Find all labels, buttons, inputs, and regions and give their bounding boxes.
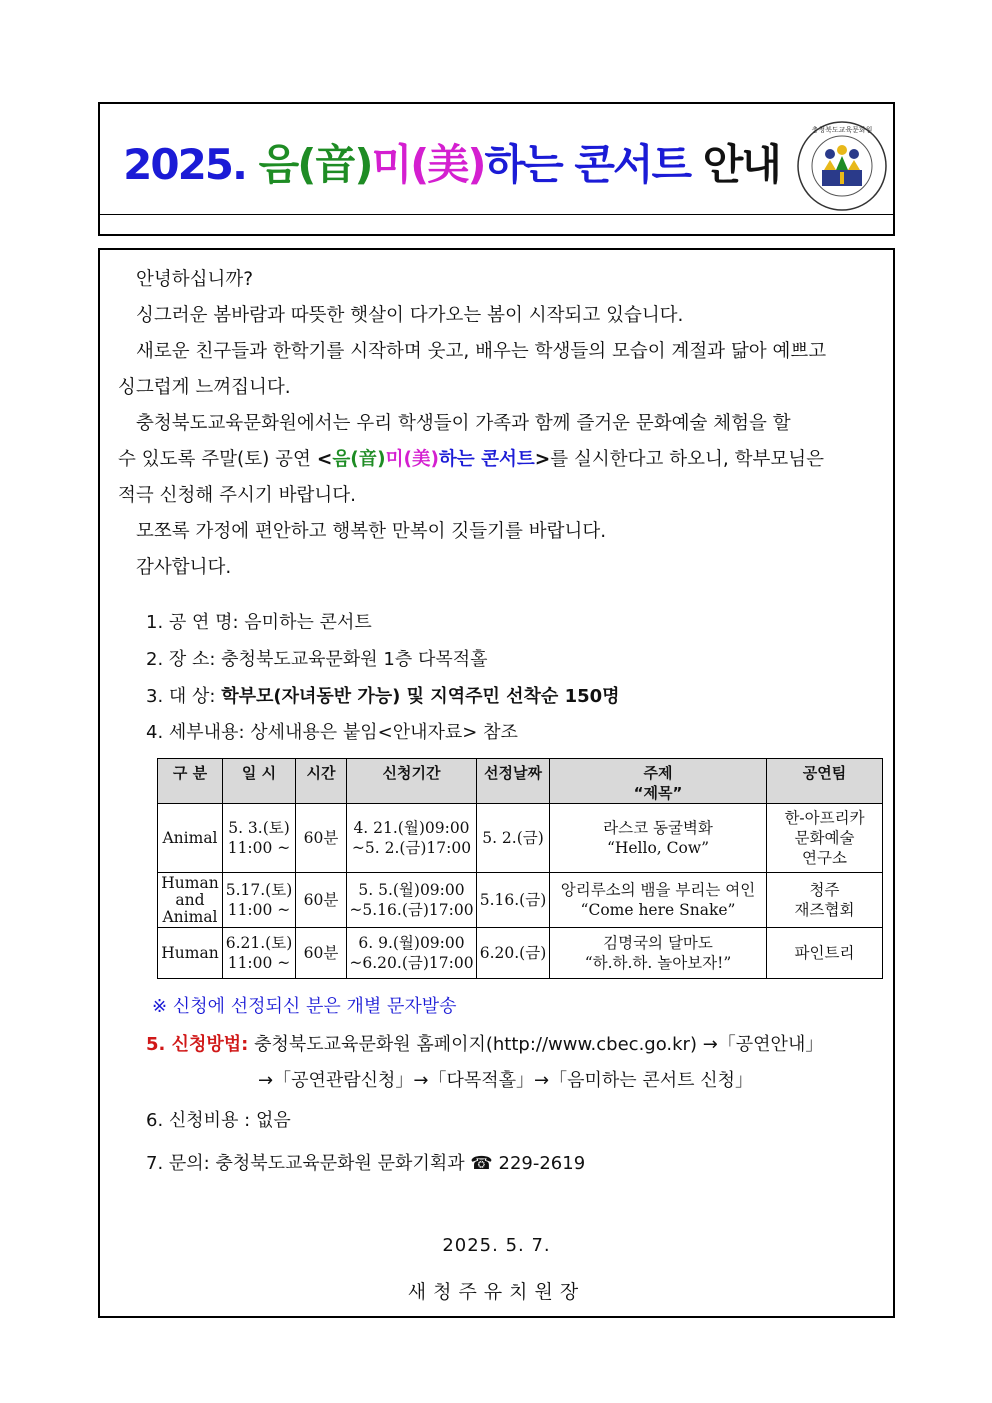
item-5-label: 5. 신청방법: — [146, 1034, 249, 1055]
logo-ring-text: 충청북도교육문화원 — [811, 126, 873, 134]
cell-text: 재즈협회 — [794, 901, 855, 919]
item-2: 2. 장 소: 충청북도교육문화원 1층 다목적홀 — [146, 649, 488, 670]
cell-text: 5. 3.(토) — [228, 819, 290, 837]
cell-text: 청주 — [809, 881, 840, 899]
cell-period — [347, 873, 477, 928]
concert-rest: 하는 콘서트 — [438, 449, 535, 470]
paragraph-2-line-2: 싱그럽게 느껴집니다. — [118, 377, 291, 398]
closing: 감사합니다. — [136, 557, 232, 578]
title-box — [98, 102, 895, 236]
item-5-line-2: →「공연관람신청」→「다목적홀」→「음미하는 콘서트 신청」 — [258, 1070, 754, 1091]
paragraph-3-line-3: 적극 신청해 주시기 바랍니다. — [118, 485, 356, 506]
cell-period — [347, 804, 477, 873]
title-rest: 하는 — [484, 140, 562, 189]
title-eum: 음(音) — [258, 140, 372, 189]
col-team: 공연팀 — [767, 759, 883, 804]
item-1: 1. 공 연 명: 음미하는 콘서트 — [146, 612, 372, 633]
cell-text: 라스코 동굴벽화 — [603, 819, 713, 837]
cell-text: 한-아프리카 — [784, 809, 865, 827]
schedule-table — [157, 758, 883, 979]
concert-name — [317, 449, 550, 470]
text-fragment: 수 있도록 주말(토) 공연 — [118, 449, 317, 470]
cell-team — [767, 873, 883, 928]
cell-text: 5. 5.(월)09:00 — [358, 881, 465, 899]
concert-mi: 미(美) — [385, 449, 439, 470]
phone-number: ☎ 229-2619 — [470, 1153, 586, 1174]
title-mi: 미(美) — [371, 140, 485, 189]
table-row — [158, 873, 883, 928]
item-3 — [146, 682, 620, 708]
col-topic-label: 주제 — [643, 764, 673, 782]
cell-time: 60분 — [296, 928, 347, 979]
cell-type — [158, 873, 223, 928]
col-type: 구 분 — [158, 759, 223, 804]
bracket-close: > — [534, 449, 551, 470]
col-topic-sub: “제목” — [633, 784, 683, 802]
title-area — [100, 104, 893, 215]
item-5 — [146, 1030, 823, 1056]
cell-team — [767, 804, 883, 873]
letter-text — [118, 262, 879, 586]
cell-text: 4. 21.(월)09:00 — [353, 819, 470, 837]
paragraph-1: 싱그러운 봄바람과 따뜻한 햇살이 다가오는 봄이 시작되고 있습니다. — [136, 305, 684, 326]
cell-type: Animal — [158, 804, 223, 873]
title-guide: 안내 — [702, 140, 780, 189]
cell-text: 6. 9.(월)09:00 — [358, 934, 465, 952]
cell-period — [347, 928, 477, 979]
item-4: 4. 세부내용: 상세내용은 붙임<안내자료> 참조 — [146, 722, 518, 743]
cell-select: 5.16.(금) — [477, 873, 550, 928]
page-title — [100, 132, 803, 192]
cell-select: 6.20.(금) — [477, 928, 550, 979]
table-row — [158, 928, 883, 979]
item-3-label: 3. 대 상: — [146, 686, 222, 707]
cell-type: Human — [158, 928, 223, 979]
paragraph-3-line-1: 충청북도교육문화원에서는 우리 학생들이 가족과 함께 즐거운 문화예술 체험을 할 — [136, 413, 791, 434]
cell-text: ~6.20.(금)17:00 — [349, 954, 474, 972]
title-year: 2025. — [123, 140, 246, 189]
text-fragment: 를 실시한다고 하오니, 학부모님은 — [550, 449, 824, 470]
cell-text: Animal — [162, 907, 218, 926]
notice-text: ※ 신청에 선정되신 분은 개별 문자발송 — [152, 996, 457, 1017]
cell-text: 앙리루소의 뱀을 부리는 여인 — [560, 881, 756, 899]
cell-text: “하.하.하. 놀아보자!” — [584, 954, 732, 972]
col-select: 선정날짜 — [477, 759, 550, 804]
cell-text: ~5.16.(금)17:00 — [349, 901, 474, 919]
cell-date — [223, 873, 296, 928]
document-date: 2025. 5. 7. — [442, 1235, 551, 1256]
table-row — [158, 804, 883, 873]
cell-select: 5. 2.(금) — [477, 804, 550, 873]
cell-text: 문화예술 — [794, 829, 855, 847]
cell-topic — [550, 873, 767, 928]
cell-time: 60분 — [296, 873, 347, 928]
cell-text: 5.17.(토) — [225, 881, 293, 899]
col-time: 시간 — [296, 759, 347, 804]
cell-text: Human — [161, 873, 219, 892]
cell-team: 파인트리 — [767, 928, 883, 979]
concert-eum: 음(音) — [332, 449, 386, 470]
col-topic — [550, 759, 767, 804]
cell-text: “Come here Snake” — [580, 901, 736, 919]
cell-text: 연구소 — [802, 849, 847, 867]
letter-body — [98, 248, 895, 1318]
title-concert: 콘서트 — [574, 140, 691, 189]
item-6: 6. 신청비용 : 없음 — [146, 1110, 291, 1131]
item-5-line-1: 충청북도교육문화원 홈페이지(http://www.cbec.go.kr) →「공연안내」 — [248, 1034, 824, 1055]
cell-topic — [550, 804, 767, 873]
cell-time: 60분 — [296, 804, 347, 873]
cell-text: “Hello, Cow” — [606, 839, 710, 857]
cell-text: and — [175, 890, 205, 909]
paragraph-4: 모쪼록 가정에 편안하고 행복한 만복이 깃들기를 바랍니다. — [136, 521, 607, 542]
cell-text: 김명국의 달마도 — [603, 934, 713, 952]
col-period: 신청기간 — [347, 759, 477, 804]
greeting: 안녕하십니까? — [136, 269, 254, 290]
cell-date — [223, 928, 296, 979]
col-date: 일 시 — [223, 759, 296, 804]
cell-text: 6.21.(토) — [225, 934, 293, 952]
cell-text: 11:00 ~ — [227, 901, 291, 919]
item-7 — [146, 1149, 585, 1175]
cell-text: 11:00 ~ — [227, 954, 291, 972]
table-header-row — [158, 759, 883, 804]
cbec-emblem-icon — [796, 120, 888, 212]
cell-date — [223, 804, 296, 873]
cell-topic — [550, 928, 767, 979]
paragraph-2-line-1: 새로운 친구들과 한학기를 시작하며 웃고, 배우는 학생들의 모습이 계절과 닮아 예쁘고 — [136, 341, 827, 362]
item-7-text: 7. 문의: 충청북도교육문화원 문화기획과 — [146, 1153, 471, 1174]
paragraph-3-line-2 — [118, 442, 879, 478]
item-3-value: 학부모(자녀동반 가능) 및 지역주민 선착순 150명 — [221, 686, 620, 707]
bracket-open: < — [316, 449, 333, 470]
cell-text: ~5. 2.(금)17:00 — [351, 839, 472, 857]
cell-text: 11:00 ~ — [227, 839, 291, 857]
signer: 새청주유치원장 — [407, 1281, 586, 1303]
